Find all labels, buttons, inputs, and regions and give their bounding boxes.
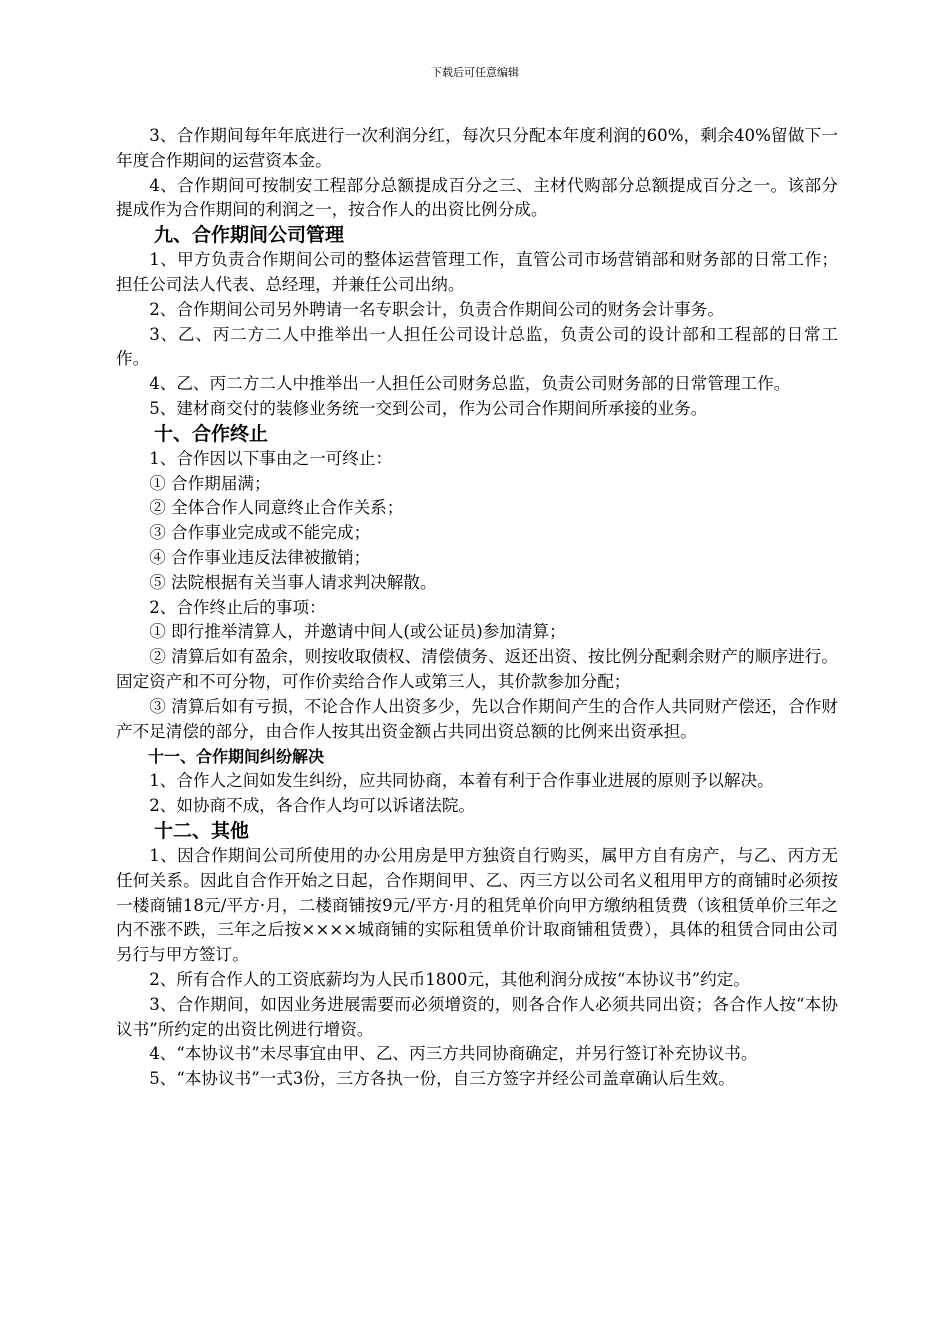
list-item: ④ 合作事业违反法律被撤销； — [149, 547, 371, 567]
document-body — [116, 124, 838, 1092]
page-header-note: 下载后可任意编辑 — [431, 66, 519, 79]
paragraph: 2、所有合作人的工资底薪均为人民币1800元，其他利润分成按“本协议书”约定。 — [149, 969, 750, 989]
paragraph: 2、合作终止后的事项： — [149, 597, 326, 617]
paragraph: 4、合作期间可按制安工程部分总额提成百分之三、主材代购部分总额提成百分之一。该部分提成作为合作期间的利润之一，按合作人的出资比例分成。 — [116, 175, 838, 220]
list-item: ② 全体合作人同意终止合作关系； — [149, 498, 404, 518]
section-heading-9: 九、合作期间公司管理 — [154, 224, 345, 247]
paragraph: 3、合作期间每年年底进行一次利润分红，每次只分配本年度利润的60%，剩余40%留做下一年度合作期间的运营资本金。 — [116, 126, 838, 170]
paragraph: 3、乙、丙二方二人中推举出一人担任公司设计总监，负责公司的设计部和工程部的日常工作。 — [116, 324, 838, 369]
paragraph: 5、建材商交付的装修业务统一交到公司，作为公司合作期间所承接的业务。 — [149, 398, 708, 418]
paragraph: 1、合作因以下事由之一可终止： — [149, 448, 393, 468]
list-item: ⑤ 法院根据有关当事人请求判决解散。 — [149, 572, 437, 592]
paragraph: 4、“本协议书”未尽事宜由甲、乙、丙三方共同协商确定，并另行签订补充协议书。 — [149, 1044, 758, 1064]
list-item: ① 即行推举清算人，并邀请中间人(或公证员)参加清算； — [149, 622, 566, 642]
paragraph: 2、如协商不成，各合作人均可以诉诸法院。 — [149, 796, 476, 816]
paragraph: 5、“本协议书”一式3份，三方各执一份，自三方签字并经公司盖章确认后生效。 — [149, 1069, 735, 1089]
paragraph: 1、因合作期间公司所使用的办公用房是甲方独资自行购买，属甲方自有房产，与乙、丙方无任何关系。因此自合作开始之日起，合作期间甲、乙、丙三方以公司名义租用甲方的商铺时必须按一楼商铺18元/平方·月，二楼商铺按9元/平方·月的租凭单价向甲方缴纳租赁费（该租赁单价三年之内不涨不跌，三年之后按××××城商铺的实际租赁单价计取商铺租赁费），具体的租赁合同由公司另行与甲方签订。 — [116, 845, 838, 965]
list-item: ② 清算后如有盈余，则按收取债权、清偿债务、返还出资、按比例分配剩余财产的顺序进行。固定资产和不可分物，可作价卖给合作人或第三人，其价款参加分配； — [116, 647, 838, 691]
list-item: ① 合作期届满； — [149, 473, 271, 493]
paragraph: 3、合作期间，如因业务进展需要而必须增资的，则各合作人必须共同出资；各合作人按“本协议书”所约定的出资比例进行增资。 — [116, 994, 838, 1039]
list-item: ③ 清算后如有亏损，不论合作人出资多少，先以合作期间产生的合作人共同财产偿还，合作财产不足清偿的部分，由合作人按其出资金额占共同出资总额的比例来出资承担。 — [116, 696, 838, 741]
list-item: ③ 合作事业完成或不能完成； — [149, 523, 371, 543]
section-heading-12: 十二、其他 — [154, 819, 250, 842]
paragraph: 1、甲方负责合作期间公司的整体运营管理工作，直管公司市场营销部和财务部的日常工作；担任公司法人代表、总经理，并兼任公司出纳。 — [116, 250, 838, 294]
section-heading-11: 十一、合作期间纠纷解决 — [148, 747, 325, 767]
paragraph: 1、合作人之间如发生纠纷，应共同协商，本着有利于合作事业进展的原则予以解决。 — [149, 771, 774, 791]
paragraph: 2、合作期间公司另外聘请一名专职会计，负责合作期间公司的财务会计事务。 — [149, 299, 724, 319]
paragraph: 4、乙、丙二方二人中推举出一人担任公司财务总监，负责公司财务部的日常管理工作。 — [149, 374, 791, 394]
section-heading-10: 十、合作终止 — [154, 422, 269, 445]
